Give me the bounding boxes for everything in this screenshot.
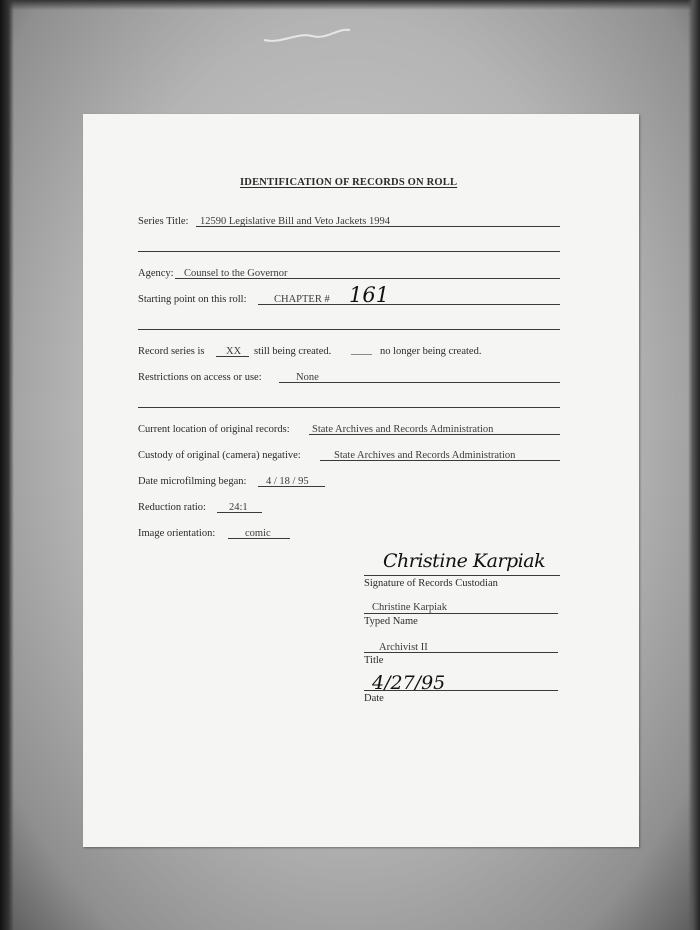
- series-title-label: Series Title:: [138, 216, 189, 227]
- date-began-label: Date microfilming began:: [138, 476, 247, 487]
- agency-label: Agency:: [138, 268, 174, 279]
- restrictions-label: Restrictions on access or use:: [138, 372, 262, 383]
- starting-point-continuation-line: [138, 329, 560, 330]
- starting-point-handwritten: 161: [349, 283, 390, 307]
- restrictions-line: [279, 382, 560, 383]
- record-series-still-text: still being created.: [254, 346, 332, 357]
- signature-label: Signature of Records Custodian: [364, 578, 498, 589]
- film-edge-right: [688, 0, 700, 930]
- title-value: Archivist II: [379, 642, 428, 653]
- series-title-value: 12590 Legislative Bill and Veto Jackets 1994: [200, 216, 390, 227]
- records-form-sheet: [83, 114, 639, 847]
- restrictions-continuation-line: [138, 407, 560, 408]
- signature-line: [364, 575, 560, 576]
- record-series-no-longer-text: no longer being created.: [380, 346, 482, 357]
- typed-name-line: [364, 613, 558, 614]
- current-location-value: State Archives and Records Administration: [312, 424, 494, 435]
- restrictions-value: None: [296, 372, 319, 383]
- starting-point-value: CHAPTER #: [274, 294, 330, 305]
- title-label: Title: [364, 655, 384, 666]
- series-title-continuation-line: [138, 251, 560, 252]
- orientation-label: Image orientation:: [138, 528, 216, 539]
- film-edge-left: [0, 0, 14, 930]
- film-smudge-mark: [262, 22, 352, 48]
- film-edge-top: [0, 0, 700, 10]
- current-location-label: Current location of original records:: [138, 424, 290, 435]
- handwritten-signature: Christine Karpiak: [383, 550, 546, 572]
- orientation-value: comic: [245, 528, 271, 539]
- record-series-prefix: Record series is: [138, 346, 205, 357]
- record-series-mark: XX: [226, 346, 242, 357]
- typed-name-label: Typed Name: [364, 616, 418, 627]
- handwritten-date: 4/27/95: [372, 672, 446, 694]
- starting-point-label: Starting point on this roll:: [138, 294, 247, 305]
- record-series-blank: ____: [351, 345, 372, 356]
- form-heading: IDENTIFICATION OF RECORDS ON ROLL: [240, 177, 458, 188]
- reduction-label: Reduction ratio:: [138, 502, 206, 513]
- date-began-value: 4 / 18 / 95: [266, 476, 309, 487]
- agency-value: Counsel to the Governor: [184, 268, 288, 279]
- custody-value: State Archives and Records Administration: [334, 450, 516, 461]
- title-line: [364, 652, 558, 653]
- typed-name-value: Christine Karpiak: [372, 602, 447, 613]
- date-line: [364, 690, 558, 691]
- reduction-value: 24:1: [229, 502, 248, 513]
- date-label: Date: [364, 693, 384, 704]
- custody-label: Custody of original (camera) negative:: [138, 450, 301, 461]
